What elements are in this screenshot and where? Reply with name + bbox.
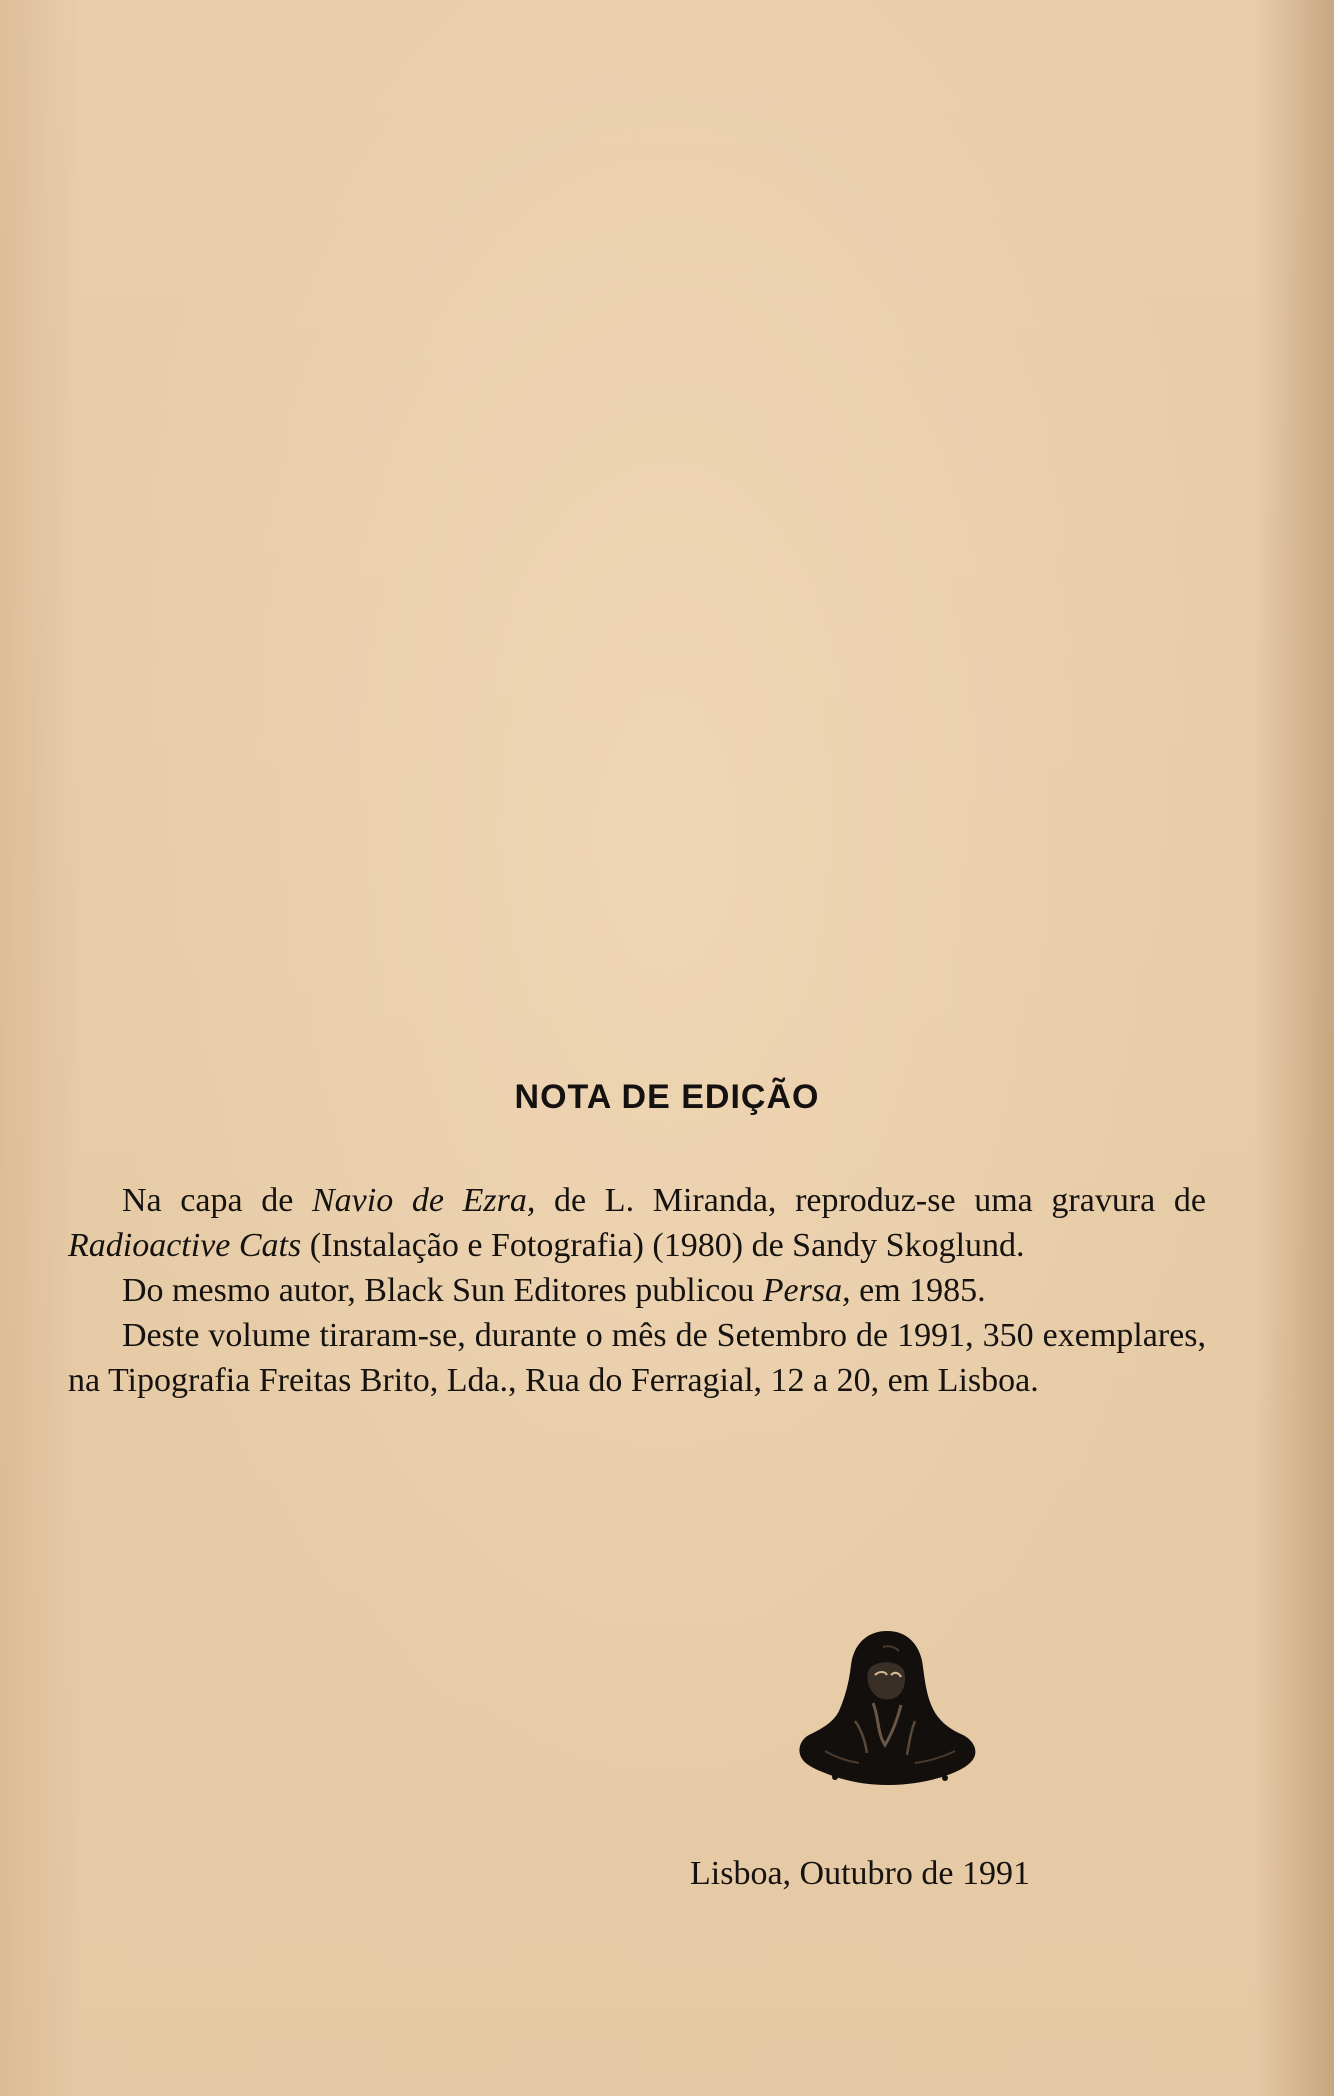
paragraph-cover-text-2: de L. Miranda, reproduz-se uma gravura de bbox=[535, 1182, 1206, 1219]
paragraph-cover-text-3: (Instalação e Fotografia) (1980) de Sandy Skoglund. bbox=[301, 1227, 1025, 1264]
edition-note-text bbox=[68, 1178, 1206, 1403]
book-title-navio: Navio de Ezra, bbox=[312, 1182, 536, 1219]
paragraph-author-text-1: Do mesmo autor, Black Sun Editores publicou bbox=[122, 1272, 763, 1309]
paragraph-author-text-2: em 1985. bbox=[850, 1272, 986, 1309]
place-date: Lisboa, Outubro de 1991 bbox=[690, 1855, 1030, 1892]
paragraph-cover-text-1: Na capa de bbox=[122, 1182, 312, 1219]
heading: NOTA DE EDIÇÃO bbox=[514, 1078, 820, 1116]
publisher-emblem-icon bbox=[795, 1625, 980, 1790]
paragraph-printing: Deste volume tiraram-se, durante o mês de Setembro de 1991, 350 exemplares, na Tipografia Freitas Brito, Lda., Rua do Ferragial, 12 a 20, em Lisboa. bbox=[68, 1317, 1206, 1399]
paragraph-author bbox=[68, 1268, 1206, 1313]
paragraph-cover bbox=[68, 1178, 1206, 1268]
artwork-title: Radioactive Cats bbox=[68, 1227, 302, 1264]
book-title-persa: Persa, bbox=[762, 1272, 851, 1309]
